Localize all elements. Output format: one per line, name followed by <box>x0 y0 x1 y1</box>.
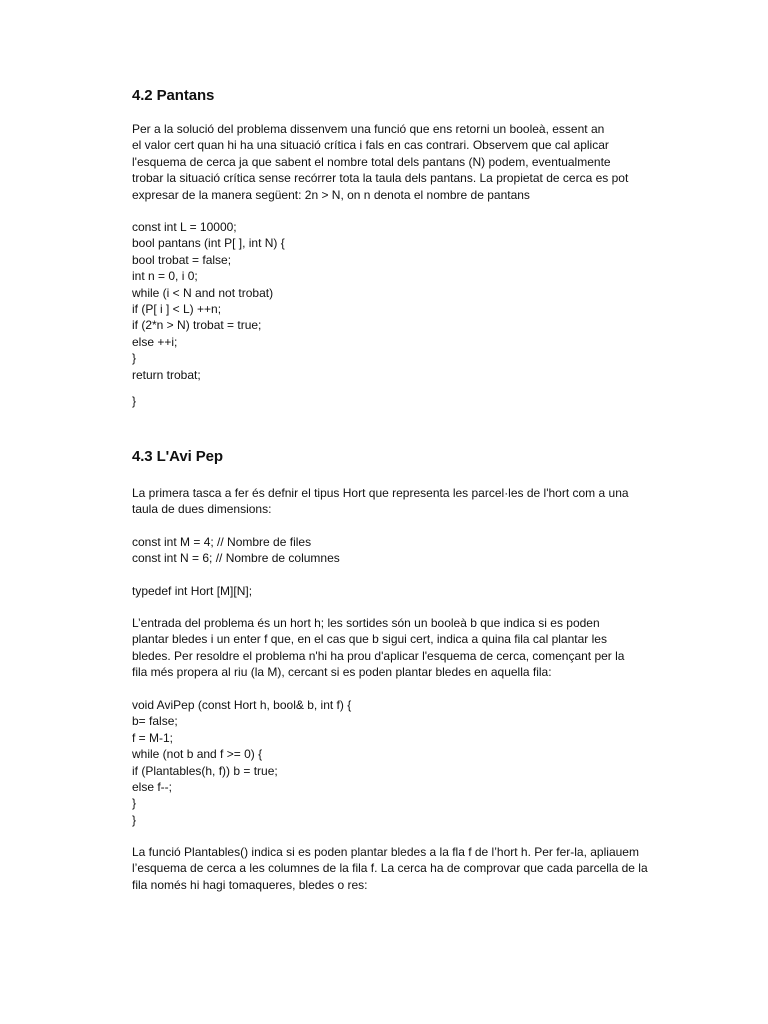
text-line: l'esquema de cerca ja que sabent el nombre total dels pantans (N) podem, eventualmente <box>132 154 611 169</box>
code-typedef <box>132 583 644 599</box>
code-line: f = M-1; <box>132 730 174 745</box>
text-line: bledes. Per resoldre el problema n'hi ha prou d'aplicar l'esquema de cerca, començant per la <box>132 648 625 663</box>
code-line: const int M = 4; // Nombre de files <box>132 535 312 549</box>
section-heading-pantans: 4.2 Pantans <box>132 87 215 104</box>
code-line: int n = 0, i 0; <box>132 269 198 284</box>
text-line: taula de dues dimensions: <box>132 502 272 517</box>
code-line: else ++i; <box>132 334 178 349</box>
code-line: if (Plantables(h, f)) b = true; <box>132 763 278 778</box>
code-closing-brace <box>132 393 644 409</box>
text-line: La funció Plantables() indica si es poden plantar bledes a la fla f de l’hort h. Per fer-la, apliauem <box>132 845 639 859</box>
code-line: else f--; <box>132 780 173 795</box>
paragraph-avi-pep-intro <box>132 485 644 518</box>
code-line: const int L = 10000; <box>132 220 237 234</box>
code-line: } <box>132 351 137 366</box>
text-line: el valor cert quan hi ha una situació crítica i fals en cas contrari. Observem que cal aplicar <box>132 138 609 153</box>
code-line: while (not b and f >= 0) { <box>132 747 263 762</box>
paragraph-avi-pep-description <box>132 615 644 681</box>
code-line: typedef int Hort [M][N]; <box>132 584 253 598</box>
code-block-consts <box>132 534 644 567</box>
paragraph-pantans-intro <box>132 121 644 203</box>
section-heading-avi-pep: 4.3 L'Avi Pep <box>132 448 223 465</box>
text-line: La primera tasca a fer és defnir el tipus Hort que representa les parcel·les de l'hort com a una <box>132 486 629 500</box>
code-block-avi-pep <box>132 697 644 828</box>
text-line: fila només hi hagi tomaqueres, bledes o res: <box>132 877 368 892</box>
text-line: fila més propera al riu (la M), cercant si es poden plantar bledes en aquella fila: <box>132 665 552 680</box>
code-line: bool trobat = false; <box>132 252 232 267</box>
code-line: } <box>132 394 137 408</box>
code-line: void AviPep (const Hort h, bool& b, int f) { <box>132 698 352 712</box>
code-line: const int N = 6; // Nombre de columnes <box>132 551 340 566</box>
text-line: l’esquema de cerca a les columnes de la fila f. La cerca ha de comprovar que cada parcella de la <box>132 861 648 876</box>
code-line: } <box>132 796 137 811</box>
paragraph-plantables <box>132 844 648 893</box>
text-line: L’entrada del problema és un hort h; les sortides són un booleà b que indica si es poden <box>132 616 600 630</box>
code-line: if (P[ i ] < L) ++n; <box>132 302 222 317</box>
text-line: Per a la solució del problema dissenvem una funció que ens retorni un booleà, essent an <box>132 122 605 136</box>
code-line: } <box>132 812 137 827</box>
text-line: plantar bledes i un enter f que, en el cas que b sigui cert, indica a quina fila cal plantar les <box>132 632 607 647</box>
code-block-pantans <box>132 219 644 383</box>
text-line: expresar de la manera següent: 2n > N, on n denota el nombre de pantans <box>132 187 530 202</box>
code-line: if (2*n > N) trobat = true; <box>132 318 262 333</box>
code-line: b= false; <box>132 714 178 729</box>
text-line: trobar la situació crítica sense recórrer tota la taula dels pantans. La propietat de cerca es pot <box>132 171 629 186</box>
code-line: bool pantans (int P[ ], int N) { <box>132 236 285 251</box>
code-line: while (i < N and not trobat) <box>132 285 274 300</box>
code-line: return trobat; <box>132 367 201 382</box>
